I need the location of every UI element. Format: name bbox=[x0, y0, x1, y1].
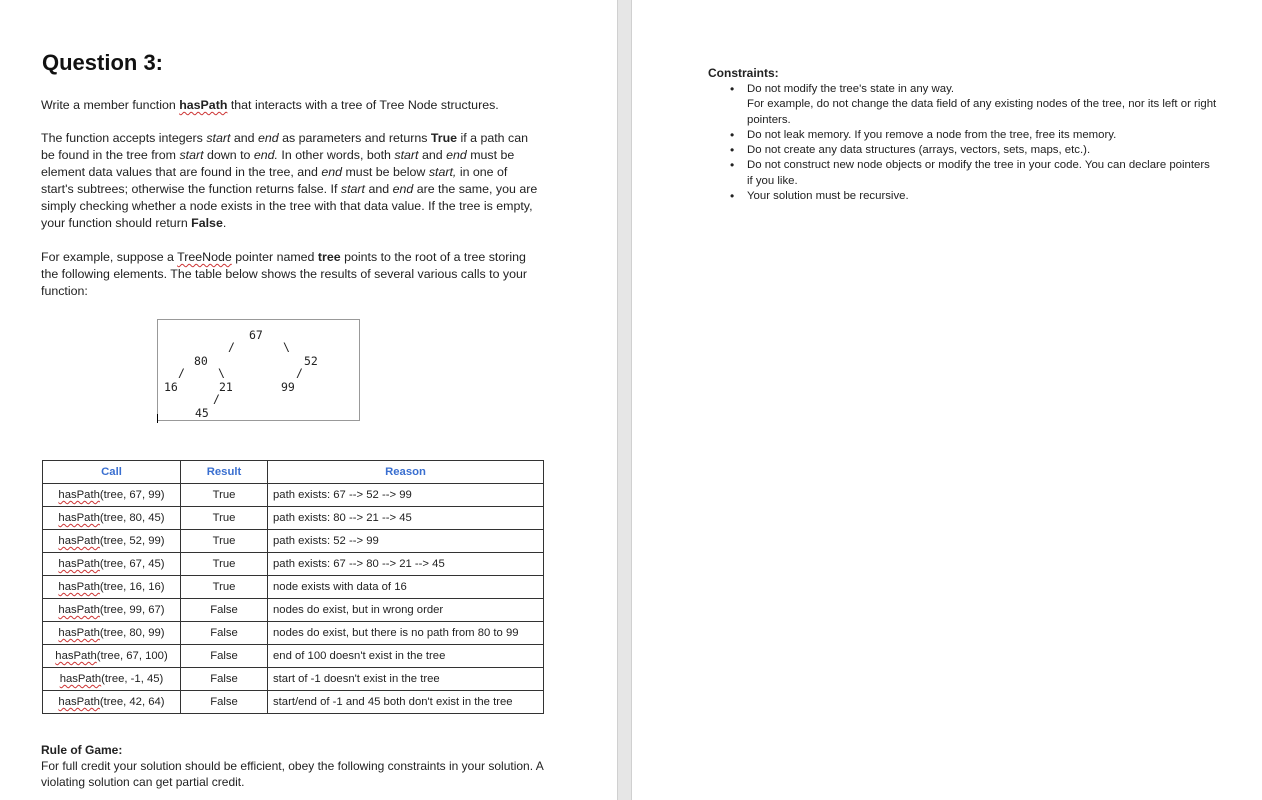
rule-text: For full credit your solution should be efficient, obey the following constraints in your solution. A violating solution can get partial credit. bbox=[41, 759, 544, 789]
call-function: hasPath bbox=[58, 535, 100, 547]
result-cell: True bbox=[181, 530, 268, 553]
result-cell: True bbox=[181, 507, 268, 530]
result-cell: False bbox=[181, 668, 268, 691]
treenode-word: TreeNode bbox=[177, 250, 232, 264]
header-reason: Reason bbox=[268, 461, 544, 484]
call-args: (tree, 42, 64) bbox=[99, 696, 165, 708]
call-cell bbox=[43, 668, 181, 691]
constraint-item bbox=[708, 189, 1218, 204]
desc-text: are the same, you are simply checking whether a node exists in the tree with that data value. If the tree is empty, your function should return bbox=[41, 182, 538, 230]
tree-edge: / bbox=[178, 366, 185, 380]
desc-italic: start, bbox=[428, 165, 457, 179]
constraints-title: Constraints: bbox=[708, 66, 779, 80]
example-paragraph bbox=[41, 249, 541, 300]
desc-text: and bbox=[418, 148, 447, 162]
example-text: For example, suppose a bbox=[41, 250, 178, 264]
call-args: (tree, 67, 99) bbox=[99, 489, 165, 501]
tree-edge: / bbox=[228, 340, 235, 354]
call-function: hasPath bbox=[59, 673, 102, 685]
call-function: hasPath bbox=[58, 581, 100, 593]
function-name: hasPath bbox=[179, 98, 228, 112]
desc-italic: start bbox=[206, 131, 231, 145]
desc-italic: start bbox=[179, 148, 204, 162]
result-cell: False bbox=[181, 622, 268, 645]
table-row bbox=[43, 484, 544, 507]
reason-cell: path exists: 67 --> 52 --> 99 bbox=[268, 484, 544, 507]
tree-edge: \ bbox=[283, 340, 290, 354]
text-cursor bbox=[157, 414, 158, 423]
reason-cell: nodes do exist, but in wrong order bbox=[268, 599, 544, 622]
desc-italic: end. bbox=[253, 148, 278, 162]
desc-text: In other words, both bbox=[277, 148, 395, 162]
call-args: (tree, 52, 99) bbox=[99, 535, 165, 547]
tree-edge: / bbox=[213, 392, 220, 406]
call-cell bbox=[43, 622, 181, 645]
header-result: Result bbox=[181, 461, 268, 484]
desc-text: must be element data values that are found in the tree, and bbox=[41, 148, 515, 179]
table-row bbox=[43, 599, 544, 622]
call-cell bbox=[43, 691, 181, 714]
call-function: hasPath bbox=[58, 604, 100, 616]
reason-cell: start of -1 doesn't exist in the tree bbox=[268, 668, 544, 691]
result-cell: False bbox=[181, 645, 268, 668]
intro-text-end: that interacts with a tree of Tree Node structures. bbox=[227, 98, 499, 112]
call-function: hasPath bbox=[58, 627, 100, 639]
page-gutter bbox=[617, 0, 632, 800]
result-cell: True bbox=[181, 553, 268, 576]
result-cell: False bbox=[181, 691, 268, 714]
desc-bold: False bbox=[191, 216, 223, 230]
desc-text: and bbox=[230, 131, 258, 145]
reason-cell: path exists: 67 --> 80 --> 21 --> 45 bbox=[268, 553, 544, 576]
call-args: (tree, 67, 100) bbox=[96, 650, 168, 662]
tree-node: 99 bbox=[281, 380, 295, 394]
constraint-text: Your solution must be recursive. bbox=[747, 190, 909, 203]
header-call: Call bbox=[43, 461, 181, 484]
call-cell bbox=[43, 553, 181, 576]
desc-text: must be below bbox=[342, 165, 429, 179]
document-page-left bbox=[0, 0, 617, 800]
tree-node: 80 bbox=[194, 354, 208, 368]
call-args: (tree, 16, 16) bbox=[99, 581, 165, 593]
desc-text: as parameters and returns bbox=[278, 131, 431, 145]
calls-table bbox=[42, 460, 544, 714]
tree-diagram bbox=[157, 319, 360, 421]
call-function: hasPath bbox=[55, 650, 97, 662]
constraint-text: Do not create any data structures (arrays, vectors, sets, maps, etc.). bbox=[747, 144, 1091, 157]
call-args: (tree, -1, 45) bbox=[101, 673, 164, 685]
constraint-item bbox=[708, 158, 1218, 189]
constraint-text: Do not modify the tree's state in any way. bbox=[747, 83, 955, 95]
tree-node: 67 bbox=[249, 328, 263, 342]
reason-cell: path exists: 80 --> 21 --> 45 bbox=[268, 507, 544, 530]
reason-cell: path exists: 52 --> 99 bbox=[268, 530, 544, 553]
table-row bbox=[43, 622, 544, 645]
desc-bold: True bbox=[430, 131, 458, 145]
table-header-row bbox=[43, 461, 544, 484]
tree-word: tree bbox=[317, 250, 341, 264]
call-cell bbox=[43, 645, 181, 668]
rule-title: Rule of Game: bbox=[41, 743, 123, 757]
desc-text: in one of start's subtrees; otherwise the function returns false. If bbox=[41, 165, 508, 196]
example-text: pointer named bbox=[231, 250, 318, 264]
constraints-list bbox=[708, 82, 1218, 204]
desc-italic: end bbox=[257, 131, 279, 145]
table-row bbox=[43, 645, 544, 668]
tree-node: 21 bbox=[219, 380, 233, 394]
reason-cell: start/end of -1 and 45 both don't exist in the tree bbox=[268, 691, 544, 714]
call-args: (tree, 67, 45) bbox=[99, 558, 165, 570]
call-cell bbox=[43, 484, 181, 507]
desc-text: The function accepts integers bbox=[41, 131, 207, 145]
constraint-item bbox=[708, 128, 1218, 143]
call-cell bbox=[43, 576, 181, 599]
table-row bbox=[43, 507, 544, 530]
description-paragraph bbox=[41, 130, 541, 232]
question-title: Question 3: bbox=[42, 50, 164, 75]
result-cell: True bbox=[181, 576, 268, 599]
constraint-text: Do not construct new node objects or modify the tree in your code. You can declare pointers if you like. bbox=[747, 159, 1210, 187]
result-cell: False bbox=[181, 599, 268, 622]
desc-text: down to bbox=[203, 148, 254, 162]
constraint-item bbox=[708, 82, 1218, 128]
desc-italic: start bbox=[394, 148, 419, 162]
table-row bbox=[43, 553, 544, 576]
desc-italic: end bbox=[392, 182, 414, 196]
tree-edge: / bbox=[296, 366, 303, 380]
call-function: hasPath bbox=[58, 558, 100, 570]
call-args: (tree, 99, 67) bbox=[99, 604, 165, 616]
tree-edge: \ bbox=[218, 366, 225, 380]
call-function: hasPath bbox=[58, 512, 100, 524]
intro-paragraph bbox=[41, 97, 541, 114]
table-row bbox=[43, 530, 544, 553]
call-args: (tree, 80, 45) bbox=[99, 512, 165, 524]
desc-text: if a path can be found in the tree from bbox=[41, 131, 528, 162]
intro-text: Write a member function bbox=[41, 98, 180, 112]
desc-italic: end bbox=[321, 165, 343, 179]
desc-italic: start bbox=[340, 182, 365, 196]
call-function: hasPath bbox=[58, 696, 100, 708]
reason-cell: end of 100 doesn't exist in the tree bbox=[268, 645, 544, 668]
example-text: points to the root of a tree storing the following elements. The table below shows the results of several various calls to your function: bbox=[41, 250, 528, 298]
constraint-note: For example, do not change the data field of any existing nodes of the tree, nor its left or right pointers. bbox=[747, 98, 1217, 126]
desc-italic: end bbox=[446, 148, 467, 162]
constraint-text: Do not leak memory. If you remove a node from the tree, free its memory. bbox=[747, 128, 1117, 141]
tree-node: 16 bbox=[164, 380, 178, 394]
call-cell bbox=[43, 599, 181, 622]
table-row bbox=[43, 691, 544, 714]
constraint-item bbox=[708, 143, 1218, 158]
reason-cell: nodes do exist, but there is no path from 80 to 99 bbox=[268, 622, 544, 645]
desc-text: . bbox=[222, 216, 227, 230]
tree-node: 52 bbox=[304, 354, 318, 368]
table-row bbox=[43, 668, 544, 691]
reason-cell: node exists with data of 16 bbox=[268, 576, 544, 599]
call-args: (tree, 80, 99) bbox=[99, 627, 165, 639]
call-function: hasPath bbox=[58, 489, 100, 501]
call-cell bbox=[43, 507, 181, 530]
result-cell: True bbox=[181, 484, 268, 507]
call-cell bbox=[43, 530, 181, 553]
tree-node: 45 bbox=[195, 406, 209, 420]
table-row bbox=[43, 576, 544, 599]
desc-text: and bbox=[365, 182, 393, 196]
